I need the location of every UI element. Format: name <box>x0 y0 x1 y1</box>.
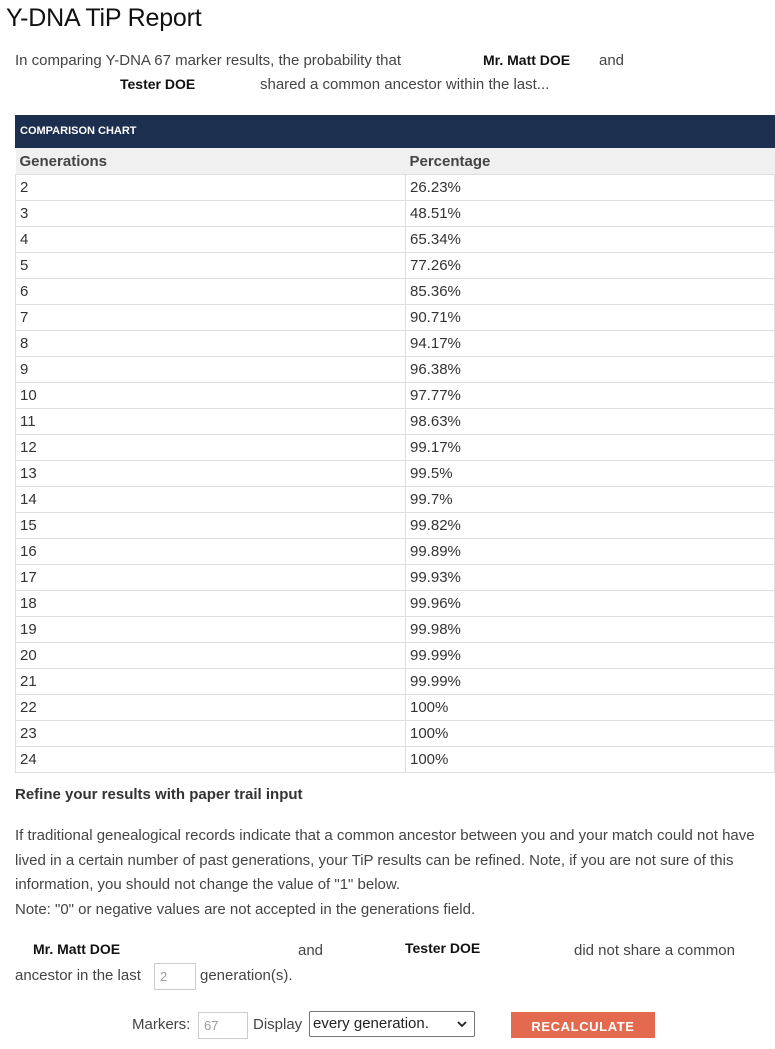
markers-label: Markers: <box>132 1016 191 1033</box>
percentage-cell: 99.5% <box>406 461 775 487</box>
refine-note: Note: "0" or negative values are not accepted in the generations field. <box>15 900 476 918</box>
refine-section-title: Refine your results with paper trail input <box>15 786 303 803</box>
table-row <box>16 721 775 747</box>
table-row <box>16 357 775 383</box>
generation-cell: 5 <box>16 253 406 279</box>
comparison-table-body <box>16 175 775 773</box>
generation-cell: 2 <box>16 175 406 201</box>
comparison-chart-header: COMPARISON CHART <box>15 115 775 148</box>
intro-person2: Tester DOE <box>120 76 196 92</box>
refine-description <box>15 824 775 922</box>
generation-cell: 23 <box>16 721 406 747</box>
percentage-cell: 99.82% <box>406 513 775 539</box>
table-row <box>16 669 775 695</box>
generation-cell: 13 <box>16 461 406 487</box>
percentage-cell: 90.71% <box>406 305 775 331</box>
display-select[interactable] <box>309 1011 475 1037</box>
comparison-chart <box>15 115 775 773</box>
intro-prefix: In comparing Y-DNA 67 marker results, the probability that <box>15 52 402 69</box>
generation-cell: 8 <box>16 331 406 357</box>
display-label: Display <box>253 1016 303 1033</box>
refine-ancestor-prefix: ancestor in the last <box>15 967 141 984</box>
table-row <box>16 565 775 591</box>
column-header-percentage: Percentage <box>406 148 775 175</box>
table-row <box>16 591 775 617</box>
table-row <box>16 279 775 305</box>
markers-input[interactable] <box>198 1012 248 1039</box>
generation-cell: 11 <box>16 409 406 435</box>
refine-generations-suffix: generation(s). <box>200 967 293 984</box>
percentage-cell: 85.36% <box>406 279 775 305</box>
table-row <box>16 201 775 227</box>
intro-person1: Mr. Matt DOE <box>483 52 571 68</box>
table-row <box>16 253 775 279</box>
table-row <box>16 617 775 643</box>
percentage-cell: 48.51% <box>406 201 775 227</box>
refine-paragraph: If traditional genealogical records indicate that a common ancestor between you and your match could not have lived in a certain number of past generations, your TiP results can be refined. Note, if you are not sure of this information, you should not change the value of "1" below. <box>15 827 755 893</box>
table-row <box>16 227 775 253</box>
generation-cell: 9 <box>16 357 406 383</box>
percentage-cell: 96.38% <box>406 357 775 383</box>
recalculate-button[interactable]: RECALCULATE <box>511 1012 655 1038</box>
percentage-cell: 100% <box>406 721 775 747</box>
generation-cell: 24 <box>16 747 406 773</box>
percentage-cell: 99.7% <box>406 487 775 513</box>
table-row <box>16 487 775 513</box>
column-header-generations: Generations <box>16 148 406 175</box>
refine-person1: Mr. Matt DOE <box>33 941 121 957</box>
generation-cell: 4 <box>16 227 406 253</box>
refine-and: and <box>298 942 324 959</box>
percentage-cell: 97.77% <box>406 383 775 409</box>
generation-cell: 17 <box>16 565 406 591</box>
percentage-cell: 100% <box>406 695 775 721</box>
percentage-cell: 99.99% <box>406 643 775 669</box>
intro-suffix: shared a common ancestor within the last... <box>260 76 550 93</box>
generation-cell: 7 <box>16 305 406 331</box>
table-row <box>16 461 775 487</box>
generation-cell: 20 <box>16 643 406 669</box>
table-header-row <box>16 148 775 175</box>
percentage-cell: 94.17% <box>406 331 775 357</box>
table-row <box>16 643 775 669</box>
percentage-cell: 26.23% <box>406 175 775 201</box>
percentage-cell: 100% <box>406 747 775 773</box>
display-select-value: every generation. <box>313 1015 429 1032</box>
percentage-cell: 98.63% <box>406 409 775 435</box>
table-row <box>16 513 775 539</box>
table-row <box>16 175 775 201</box>
page-title: Y-DNA TiP Report <box>6 4 202 32</box>
comparison-table <box>15 148 775 773</box>
generation-cell: 3 <box>16 201 406 227</box>
percentage-cell: 99.93% <box>406 565 775 591</box>
generation-cell: 22 <box>16 695 406 721</box>
generations-input[interactable] <box>154 963 196 990</box>
percentage-cell: 77.26% <box>406 253 775 279</box>
generation-cell: 12 <box>16 435 406 461</box>
generation-cell: 6 <box>16 279 406 305</box>
intro-and: and <box>599 52 625 69</box>
generation-cell: 14 <box>16 487 406 513</box>
generation-cell: 19 <box>16 617 406 643</box>
percentage-cell: 99.89% <box>406 539 775 565</box>
generation-cell: 10 <box>16 383 406 409</box>
table-row <box>16 747 775 773</box>
generation-cell: 15 <box>16 513 406 539</box>
generation-cell: 16 <box>16 539 406 565</box>
table-row <box>16 305 775 331</box>
percentage-cell: 99.99% <box>406 669 775 695</box>
percentage-cell: 99.98% <box>406 617 775 643</box>
table-row <box>16 409 775 435</box>
generation-cell: 21 <box>16 669 406 695</box>
percentage-cell: 99.17% <box>406 435 775 461</box>
refine-person2: Tester DOE <box>405 940 481 956</box>
table-row <box>16 331 775 357</box>
table-row <box>16 383 775 409</box>
percentage-cell: 65.34% <box>406 227 775 253</box>
table-row <box>16 539 775 565</box>
table-row <box>16 435 775 461</box>
generation-cell: 18 <box>16 591 406 617</box>
refine-not-share: did not share a common <box>574 942 735 959</box>
table-row <box>16 695 775 721</box>
chevron-down-icon <box>455 1017 469 1031</box>
percentage-cell: 99.96% <box>406 591 775 617</box>
